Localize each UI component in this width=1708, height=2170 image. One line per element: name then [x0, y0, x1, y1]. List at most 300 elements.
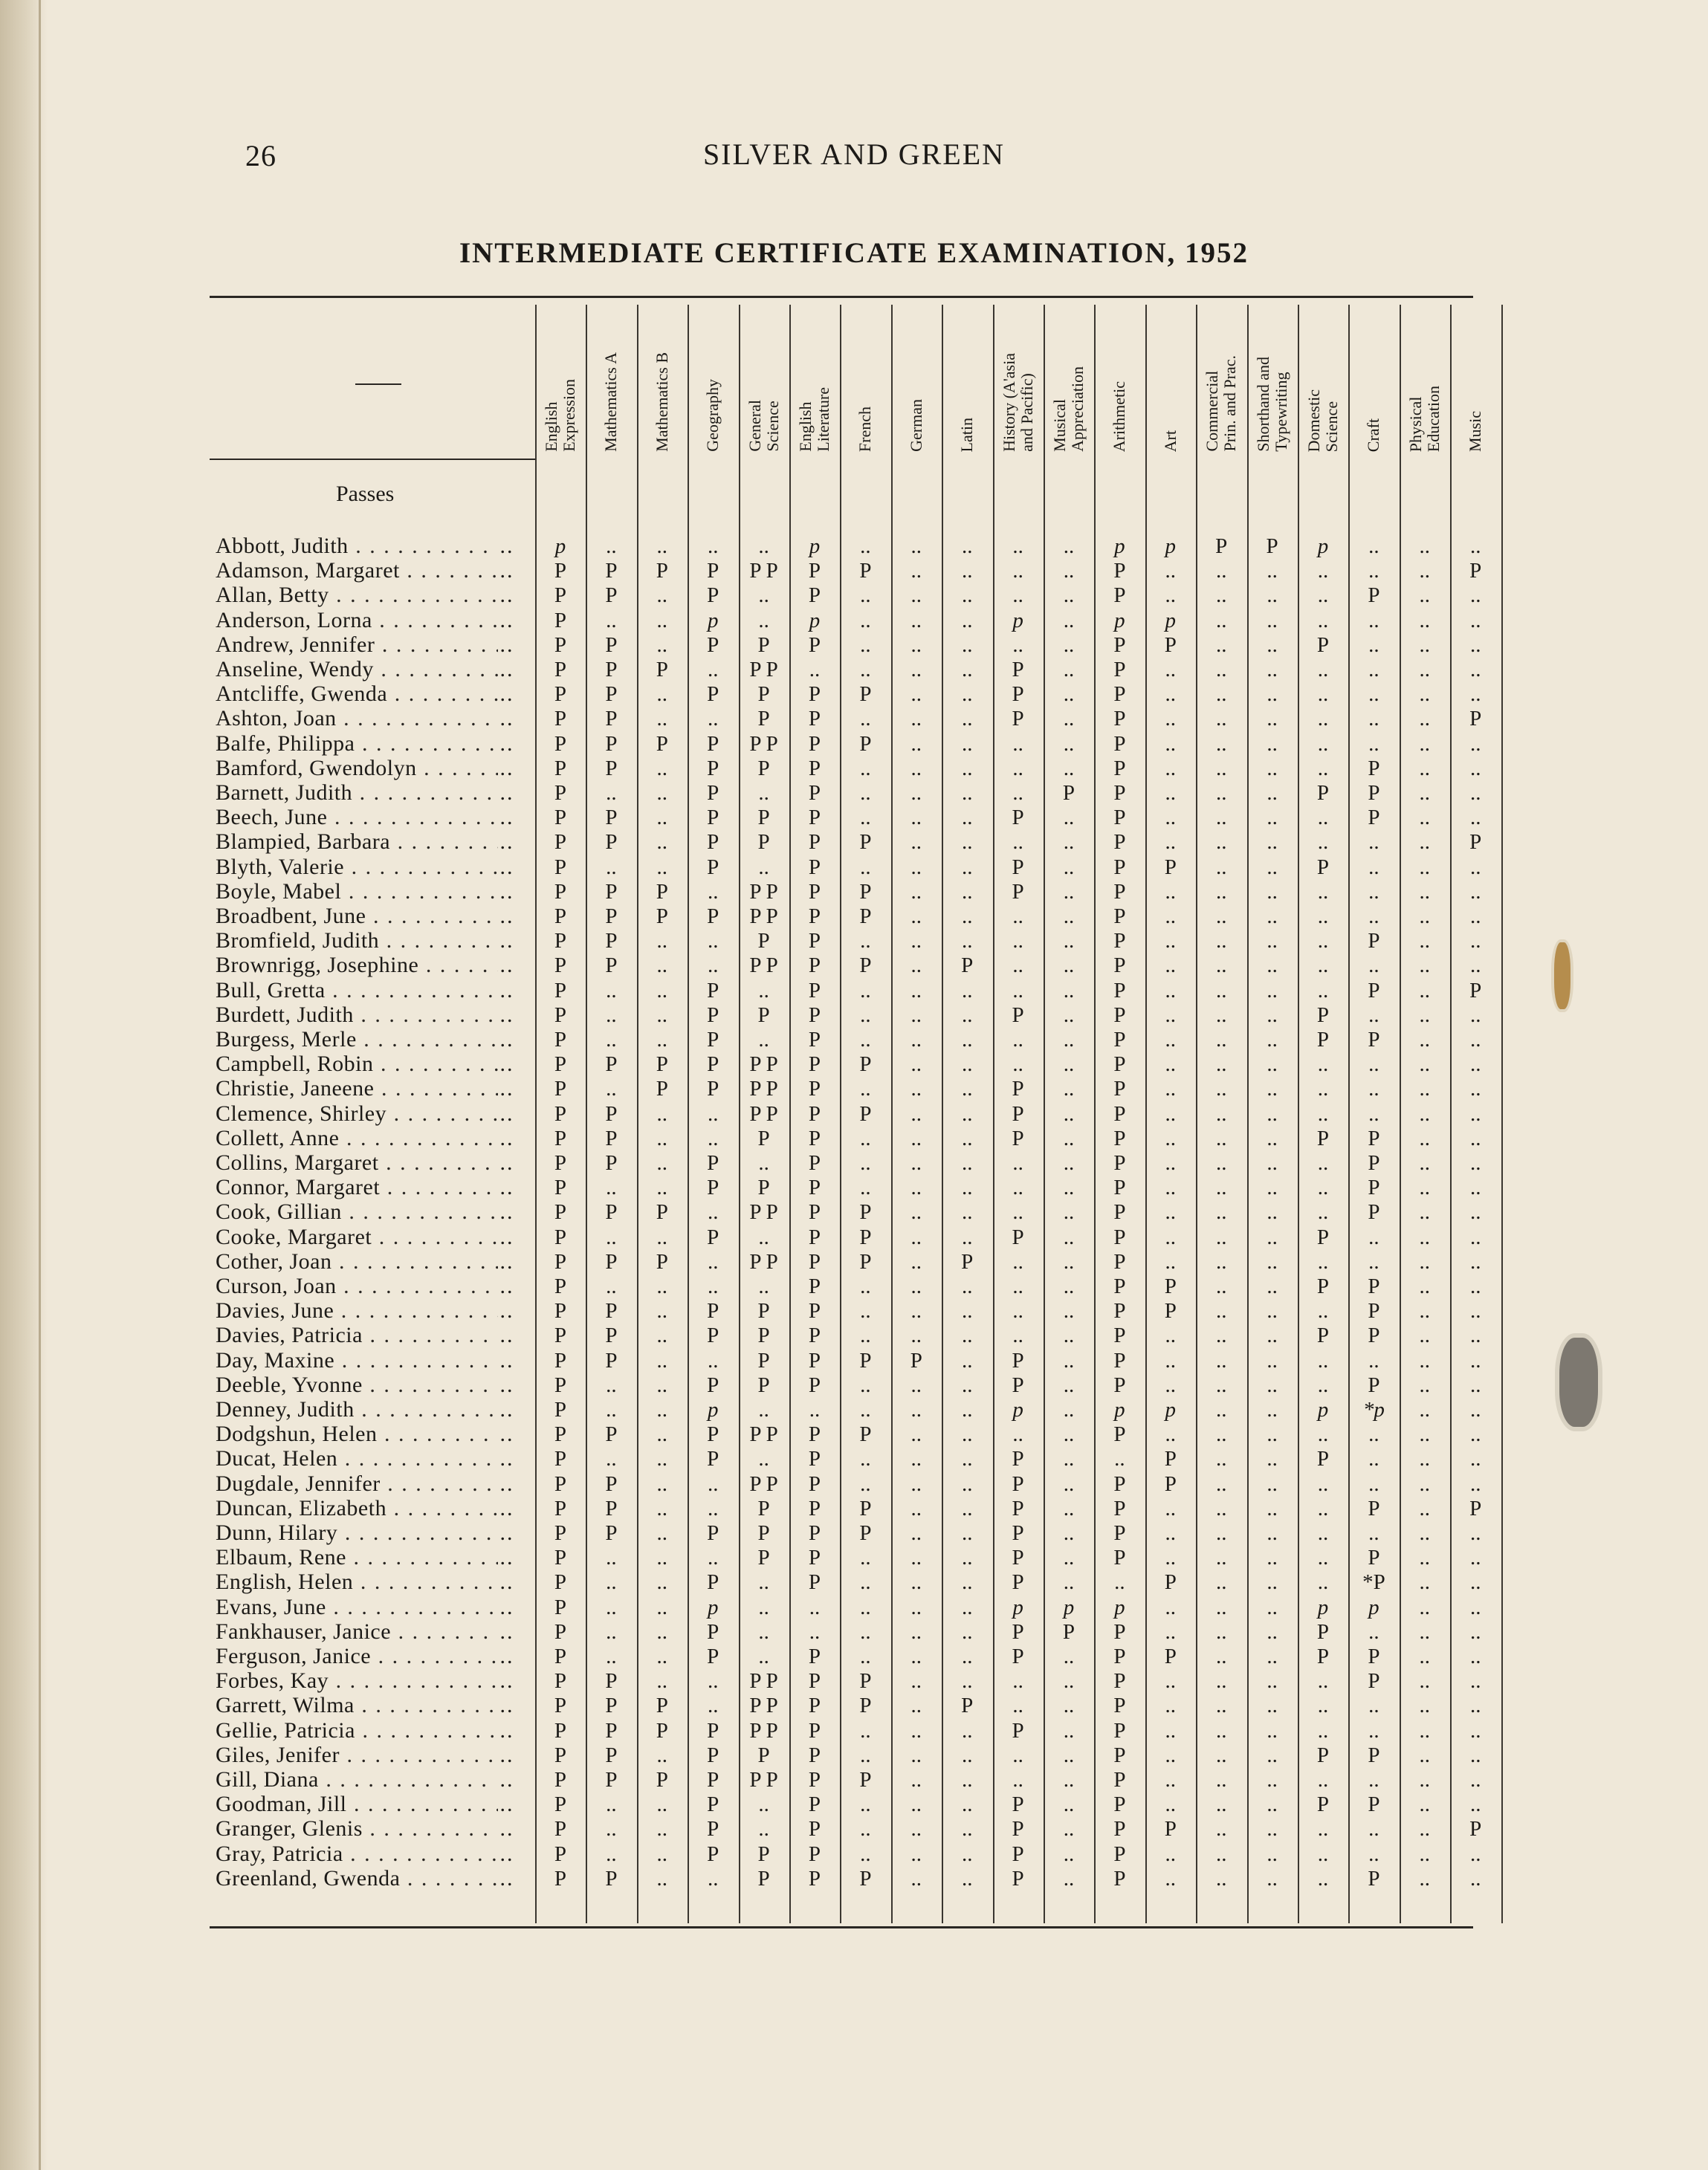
- table-top-rule: [210, 296, 1473, 298]
- result-cell: P: [1012, 658, 1024, 681]
- result-cell: P: [808, 1151, 821, 1175]
- result-cell: P: [656, 1249, 668, 1274]
- result-cell: P: [1316, 1447, 1330, 1471]
- result-cell: ..: [1063, 1200, 1075, 1225]
- result-cell: P: [1012, 1619, 1024, 1644]
- result-cell: ..: [961, 1324, 973, 1348]
- result-cell: ..: [1317, 879, 1329, 904]
- result-cell: P: [859, 1422, 872, 1447]
- result-cell: P: [554, 1866, 567, 1891]
- result-cell: ..: [1063, 1324, 1075, 1348]
- result-cell: P: [859, 1768, 872, 1792]
- result-cell: ..: [1317, 1694, 1329, 1718]
- result-cell: ..: [860, 1126, 871, 1150]
- row-leader-dots: ..: [499, 1668, 514, 1694]
- result-cell: ..: [707, 534, 719, 558]
- result-cell: ..: [910, 830, 922, 855]
- result-cell: P: [1113, 1126, 1126, 1150]
- student-name: Denney, Judith . .: [216, 1397, 498, 1422]
- student-name: Greenland, Gwenda . .: [216, 1866, 498, 1891]
- result-cell: ..: [1469, 1768, 1481, 1792]
- table-row: [0, 756, 1708, 781]
- result-cell: ..: [1063, 929, 1075, 953]
- result-cell: P: [808, 879, 821, 904]
- student-name: Gellie, Patricia . .: [216, 1718, 498, 1743]
- result-cell: P: [707, 731, 719, 756]
- result-cell: ..: [1063, 608, 1075, 632]
- column-header: [740, 305, 789, 452]
- student-name: Campbell, Robin . .: [216, 1052, 498, 1077]
- result-cell: ..: [1469, 1028, 1481, 1052]
- result-cell: P: [1113, 1200, 1126, 1225]
- result-cell: ..: [606, 1176, 617, 1200]
- result-cell: P: [1164, 1275, 1177, 1298]
- result-cell: ..: [1063, 1249, 1075, 1274]
- result-cell: P: [554, 1101, 567, 1126]
- column-header-label: Commercial Prin. and Prac.: [1203, 355, 1240, 452]
- result-cell: ..: [1419, 756, 1431, 780]
- result-cell: P: [554, 707, 567, 731]
- result-cell: P: [1012, 707, 1024, 731]
- result-cell: *p: [1362, 1398, 1385, 1422]
- result-cell: ..: [707, 1348, 719, 1373]
- result-cell: P: [808, 1200, 821, 1225]
- result-cell: ..: [1419, 1570, 1431, 1595]
- result-cell: p: [1063, 1595, 1075, 1619]
- result-cell: ..: [1267, 1101, 1278, 1126]
- result-cell: ..: [1063, 879, 1075, 904]
- row-leader-dots: ..: [499, 558, 514, 583]
- result-cell: P: [910, 1348, 922, 1373]
- result-cell: ..: [961, 1299, 973, 1324]
- result-cell: ..: [1419, 830, 1431, 855]
- result-cell: ..: [1469, 1422, 1481, 1447]
- result-cell: P: [554, 1471, 567, 1496]
- result-cell: ..: [910, 1694, 922, 1718]
- result-cell: P: [707, 559, 719, 583]
- result-cell: ..: [1215, 978, 1227, 1003]
- table-row: [0, 1471, 1708, 1497]
- row-leader-dots: ..: [499, 1199, 514, 1225]
- result-cell: ..: [1215, 1817, 1227, 1842]
- result-cell: ..: [758, 978, 769, 1003]
- result-cell: P: [605, 658, 618, 681]
- result-cell: P: [1012, 1077, 1024, 1101]
- result-cell: ..: [1419, 1275, 1431, 1298]
- result-cell: ..: [1469, 1200, 1481, 1225]
- result-cell: ..: [1419, 1447, 1431, 1471]
- result-cell: P: [1368, 583, 1380, 608]
- result-cell: P: [554, 1028, 567, 1052]
- row-leader-dots: ..: [499, 681, 514, 707]
- table-row: [0, 1866, 1708, 1891]
- row-leader-dots: ..: [499, 1002, 514, 1027]
- result-cell: ..: [1419, 1003, 1431, 1027]
- result-cell: P: [808, 1299, 821, 1324]
- result-cell: ..: [656, 1645, 668, 1668]
- table-row: [0, 583, 1708, 608]
- result-cell: ..: [1419, 1743, 1431, 1767]
- result-cell: ..: [1267, 1792, 1278, 1817]
- result-cell: P: [605, 1422, 618, 1447]
- column-header: [1400, 305, 1449, 452]
- table-row: [0, 953, 1708, 978]
- result-cell: ..: [961, 1151, 973, 1175]
- result-cell: P: [605, 682, 618, 707]
- result-cell: ..: [1469, 1866, 1481, 1891]
- result-cell: ..: [707, 1471, 719, 1496]
- result-cell: ..: [1165, 658, 1177, 681]
- result-cell: ..: [606, 1447, 617, 1471]
- result-cell: ..: [1469, 1225, 1481, 1249]
- result-cell: P: [707, 1619, 719, 1644]
- result-cell: ..: [1317, 904, 1329, 928]
- result-cell: ..: [1419, 658, 1431, 681]
- result-cell: ..: [961, 1028, 973, 1052]
- result-cell: P: [1113, 1619, 1126, 1644]
- result-cell: ..: [910, 1200, 922, 1225]
- result-cell: *P: [1362, 1570, 1385, 1595]
- result-cell: ..: [1419, 1348, 1431, 1373]
- result-cell: ..: [1165, 1200, 1177, 1225]
- result-cell: P: [1113, 1866, 1126, 1891]
- header-bottom-rule: [210, 459, 537, 460]
- result-cell: ..: [1165, 1249, 1177, 1274]
- result-cell: ..: [910, 1619, 922, 1644]
- result-cell: ..: [961, 559, 973, 583]
- result-cell: ..: [1469, 953, 1481, 978]
- result-cell: ..: [1317, 1718, 1329, 1743]
- result-cell: ..: [1419, 1792, 1431, 1817]
- result-cell: ..: [1063, 707, 1075, 731]
- result-cell: ..: [1165, 781, 1177, 805]
- result-cell: P: [1012, 1471, 1024, 1496]
- result-cell: ..: [606, 1817, 617, 1842]
- result-cell: P: [605, 1669, 618, 1694]
- result-cell: ..: [1063, 1718, 1075, 1743]
- result-cell: ..: [707, 1669, 719, 1694]
- result-cell: ..: [1267, 1200, 1278, 1225]
- result-cell: P: [1164, 1570, 1177, 1595]
- result-cell: p: [1114, 1398, 1125, 1422]
- result-cell: ..: [1215, 1101, 1227, 1126]
- result-cell: ..: [656, 583, 668, 608]
- result-cell: ..: [1063, 953, 1075, 978]
- result-cell: P: [859, 1200, 872, 1225]
- result-cell: ..: [1063, 1299, 1075, 1324]
- result-cell: P: [808, 1842, 821, 1866]
- result-cell: ..: [1317, 1077, 1329, 1101]
- result-cell: P: [808, 1324, 821, 1348]
- row-leader-dots: ..: [499, 1076, 514, 1101]
- result-cell: P: [808, 1768, 821, 1792]
- table-row: [0, 879, 1708, 904]
- result-cell: ..: [1419, 1077, 1431, 1101]
- result-cell: P: [1012, 682, 1024, 707]
- result-cell: ..: [1063, 1842, 1075, 1866]
- result-cell: ..: [860, 1003, 871, 1027]
- result-cell: ..: [1368, 904, 1379, 928]
- result-cell: P: [1012, 1126, 1024, 1150]
- column-header-label: Art: [1160, 430, 1180, 452]
- result-cell: ..: [758, 608, 769, 632]
- result-cell: P: [1113, 879, 1126, 904]
- result-cell: ..: [1012, 1422, 1023, 1447]
- result-cell: ..: [1267, 1422, 1278, 1447]
- result-cell: ..: [1063, 1176, 1075, 1200]
- table-row: [0, 558, 1708, 583]
- result-cell: ..: [860, 632, 871, 657]
- result-cell: P: [1113, 1471, 1126, 1496]
- student-name: Collett, Anne . .: [216, 1126, 498, 1151]
- result-cell: ..: [1012, 1299, 1023, 1324]
- result-cell: ..: [1469, 658, 1481, 681]
- result-cell: P: [1164, 1817, 1177, 1842]
- result-cell: P: [808, 1817, 821, 1842]
- result-cell: P: [605, 1718, 618, 1743]
- result-cell: P: [605, 904, 618, 928]
- result-cell: P: [707, 1743, 719, 1767]
- result-cell: p: [1012, 1398, 1023, 1422]
- result-cell: ..: [961, 879, 973, 904]
- table-row: [0, 1150, 1708, 1176]
- student-name: Abbott, Judith . .: [216, 534, 498, 559]
- result-cell: P: [1316, 1619, 1330, 1644]
- result-cell: ..: [758, 1595, 769, 1619]
- result-cell: ..: [910, 1817, 922, 1842]
- student-name: Fankhauser, Janice . .: [216, 1619, 498, 1645]
- result-cell: P: [757, 1521, 770, 1545]
- result-cell: ..: [1317, 1200, 1329, 1225]
- result-cell: ..: [1215, 1669, 1227, 1694]
- column-header-label: Geography: [703, 379, 722, 452]
- result-cell: ..: [1063, 830, 1075, 855]
- result-cell: P: [554, 1324, 567, 1348]
- result-cell: P: [859, 879, 872, 904]
- result-cell: ..: [1469, 1743, 1481, 1767]
- result-cell: ..: [758, 781, 769, 805]
- result-cell: ..: [961, 583, 973, 608]
- student-name: Bromfield, Judith . .: [216, 928, 498, 953]
- result-cell: ..: [656, 830, 668, 855]
- result-cell: ..: [1317, 1299, 1329, 1324]
- table-bottom-rule: [210, 1926, 1473, 1928]
- result-cell: ..: [758, 1151, 769, 1175]
- result-cell: P: [554, 1496, 567, 1520]
- result-cell: ..: [910, 1768, 922, 1792]
- result-cell: ..: [1165, 953, 1177, 978]
- result-cell: ..: [1165, 1176, 1177, 1200]
- table-row: [0, 706, 1708, 731]
- result-cell: ..: [1215, 608, 1227, 632]
- page-number: 26: [245, 139, 276, 172]
- result-cell: P: [808, 583, 821, 608]
- result-cell: P: [605, 707, 618, 731]
- result-cell: P: [1368, 806, 1380, 830]
- result-cell: p: [554, 534, 566, 558]
- column-header: [994, 305, 1043, 452]
- result-cell: P: [1012, 1546, 1024, 1570]
- result-cell: P: [554, 1619, 567, 1644]
- result-cell: ..: [1215, 1151, 1227, 1175]
- row-leader-dots: ..: [499, 755, 514, 780]
- result-cell: P: [605, 1521, 618, 1545]
- result-cell: ..: [1012, 978, 1023, 1003]
- result-cell: ..: [656, 682, 668, 707]
- student-name: Anderson, Lorna . .: [216, 608, 498, 633]
- result-cell: P: [605, 756, 618, 780]
- result-cell: P: [605, 1768, 618, 1792]
- result-cell: p: [1317, 1398, 1329, 1422]
- result-cell: P: [554, 953, 567, 978]
- row-leader-dots: ..: [499, 878, 514, 904]
- result-cell: ..: [1165, 1619, 1177, 1644]
- result-cell: ..: [1419, 806, 1431, 830]
- result-cell: ..: [606, 1570, 617, 1595]
- result-cell: ..: [961, 1817, 973, 1842]
- result-cell: ..: [707, 1496, 719, 1520]
- result-cell: ..: [1469, 1324, 1481, 1348]
- result-cell: ..: [860, 1471, 871, 1496]
- result-cell: ..: [1165, 1546, 1177, 1570]
- result-cell: ..: [707, 929, 719, 953]
- result-cell: ..: [961, 1619, 973, 1644]
- result-cell: ..: [1469, 929, 1481, 953]
- student-name: Christie, Janeene . .: [216, 1076, 498, 1101]
- result-cell: ..: [1267, 904, 1278, 928]
- result-cell: ..: [1165, 1718, 1177, 1743]
- result-cell: P: [554, 1052, 567, 1077]
- result-cell: ..: [1469, 1052, 1481, 1077]
- result-cell: ..: [910, 1176, 922, 1200]
- result-cell: P: [859, 1348, 872, 1373]
- result-cell: ..: [656, 1866, 668, 1891]
- table-row: [0, 1397, 1708, 1422]
- result-cell: P: [1012, 1792, 1024, 1817]
- result-cell: P: [707, 1003, 719, 1027]
- result-cell: ..: [910, 1225, 922, 1249]
- table-row: [0, 657, 1708, 682]
- result-cell: ..: [809, 658, 821, 681]
- result-cell: ..: [961, 978, 973, 1003]
- result-cell: P: [554, 1669, 567, 1694]
- result-cell: P P: [749, 1249, 778, 1274]
- result-cell: P: [757, 1003, 770, 1027]
- result-cell: P: [554, 830, 567, 855]
- row-leader-dots: ..: [499, 1397, 514, 1422]
- result-cell: ..: [606, 1003, 617, 1027]
- row-leader-dots: ..: [499, 904, 514, 928]
- result-cell: P: [554, 583, 567, 608]
- result-cell: ..: [656, 1101, 668, 1126]
- result-cell: ..: [1063, 978, 1075, 1003]
- result-cell: P: [707, 830, 719, 855]
- result-cell: ..: [910, 978, 922, 1003]
- column-header-label: Mathematics A: [601, 352, 621, 452]
- result-cell: P: [1368, 978, 1380, 1003]
- row-leader-dots: ..: [499, 1619, 514, 1644]
- result-cell: ..: [1469, 1398, 1481, 1422]
- student-name: Granger, Glenis . .: [216, 1816, 498, 1842]
- result-cell: ..: [1165, 559, 1177, 583]
- result-cell: P: [1316, 1028, 1330, 1052]
- result-cell: ..: [1469, 1348, 1481, 1373]
- result-cell: P: [808, 707, 821, 731]
- result-cell: ..: [707, 879, 719, 904]
- result-cell: ..: [809, 1398, 821, 1422]
- result-cell: P: [757, 1348, 770, 1373]
- result-cell: P: [554, 1249, 567, 1274]
- result-cell: ..: [910, 1299, 922, 1324]
- result-cell: P: [1164, 1299, 1177, 1324]
- result-cell: ..: [1317, 707, 1329, 731]
- result-cell: p: [1165, 608, 1177, 632]
- result-cell: ..: [1317, 1866, 1329, 1891]
- result-cell: ..: [656, 1471, 668, 1496]
- result-cell: P: [554, 1077, 567, 1101]
- result-cell: ..: [1317, 1373, 1329, 1397]
- result-cell: ..: [1317, 559, 1329, 583]
- result-cell: ..: [961, 1447, 973, 1471]
- result-cell: ..: [910, 559, 922, 583]
- result-cell: ..: [1267, 632, 1278, 657]
- result-cell: P: [859, 953, 872, 978]
- result-cell: P: [808, 1866, 821, 1891]
- result-cell: ..: [1469, 1101, 1481, 1126]
- result-cell: P: [1316, 1792, 1330, 1817]
- result-cell: ..: [1063, 904, 1075, 928]
- result-cell: ..: [1165, 1521, 1177, 1545]
- student-name: Burdett, Judith . .: [216, 1003, 498, 1028]
- result-cell: ..: [910, 682, 922, 707]
- result-cell: ..: [809, 1595, 821, 1619]
- result-cell: ..: [910, 855, 922, 879]
- result-cell: ..: [1419, 1373, 1431, 1397]
- result-cell: ..: [1368, 1521, 1379, 1545]
- result-cell: P: [554, 1373, 567, 1397]
- result-cell: P: [1062, 1619, 1075, 1644]
- column-header: [1451, 305, 1500, 452]
- result-cell: ..: [1368, 1249, 1379, 1274]
- student-name: Ferguson, Janice . .: [216, 1644, 498, 1669]
- result-cell: ..: [1267, 953, 1278, 978]
- result-cell: P: [1113, 1645, 1126, 1668]
- result-cell: ..: [910, 1003, 922, 1027]
- result-cell: ..: [910, 632, 922, 657]
- result-cell: P: [808, 1645, 821, 1668]
- result-cell: ..: [1267, 1546, 1278, 1570]
- result-cell: ..: [1317, 756, 1329, 780]
- result-cell: P: [757, 1743, 770, 1767]
- result-cell: ..: [1063, 1003, 1075, 1027]
- result-cell: ..: [1215, 1324, 1227, 1348]
- result-cell: ..: [1317, 1249, 1329, 1274]
- result-cell: ..: [860, 1299, 871, 1324]
- result-cell: ..: [1317, 1521, 1329, 1545]
- result-cell: ..: [707, 707, 719, 731]
- result-cell: ..: [758, 1225, 769, 1249]
- result-cell: P: [808, 1373, 821, 1397]
- result-cell: ..: [1063, 1768, 1075, 1792]
- result-cell: ..: [707, 1275, 719, 1298]
- student-name: Deeble, Yvonne . .: [216, 1373, 498, 1398]
- result-cell: ..: [1267, 1126, 1278, 1150]
- column-header: [1349, 305, 1398, 452]
- result-cell: P P: [749, 1101, 778, 1126]
- result-cell: ..: [1317, 1570, 1329, 1595]
- result-cell: ..: [860, 583, 871, 608]
- result-cell: ..: [1165, 1151, 1177, 1175]
